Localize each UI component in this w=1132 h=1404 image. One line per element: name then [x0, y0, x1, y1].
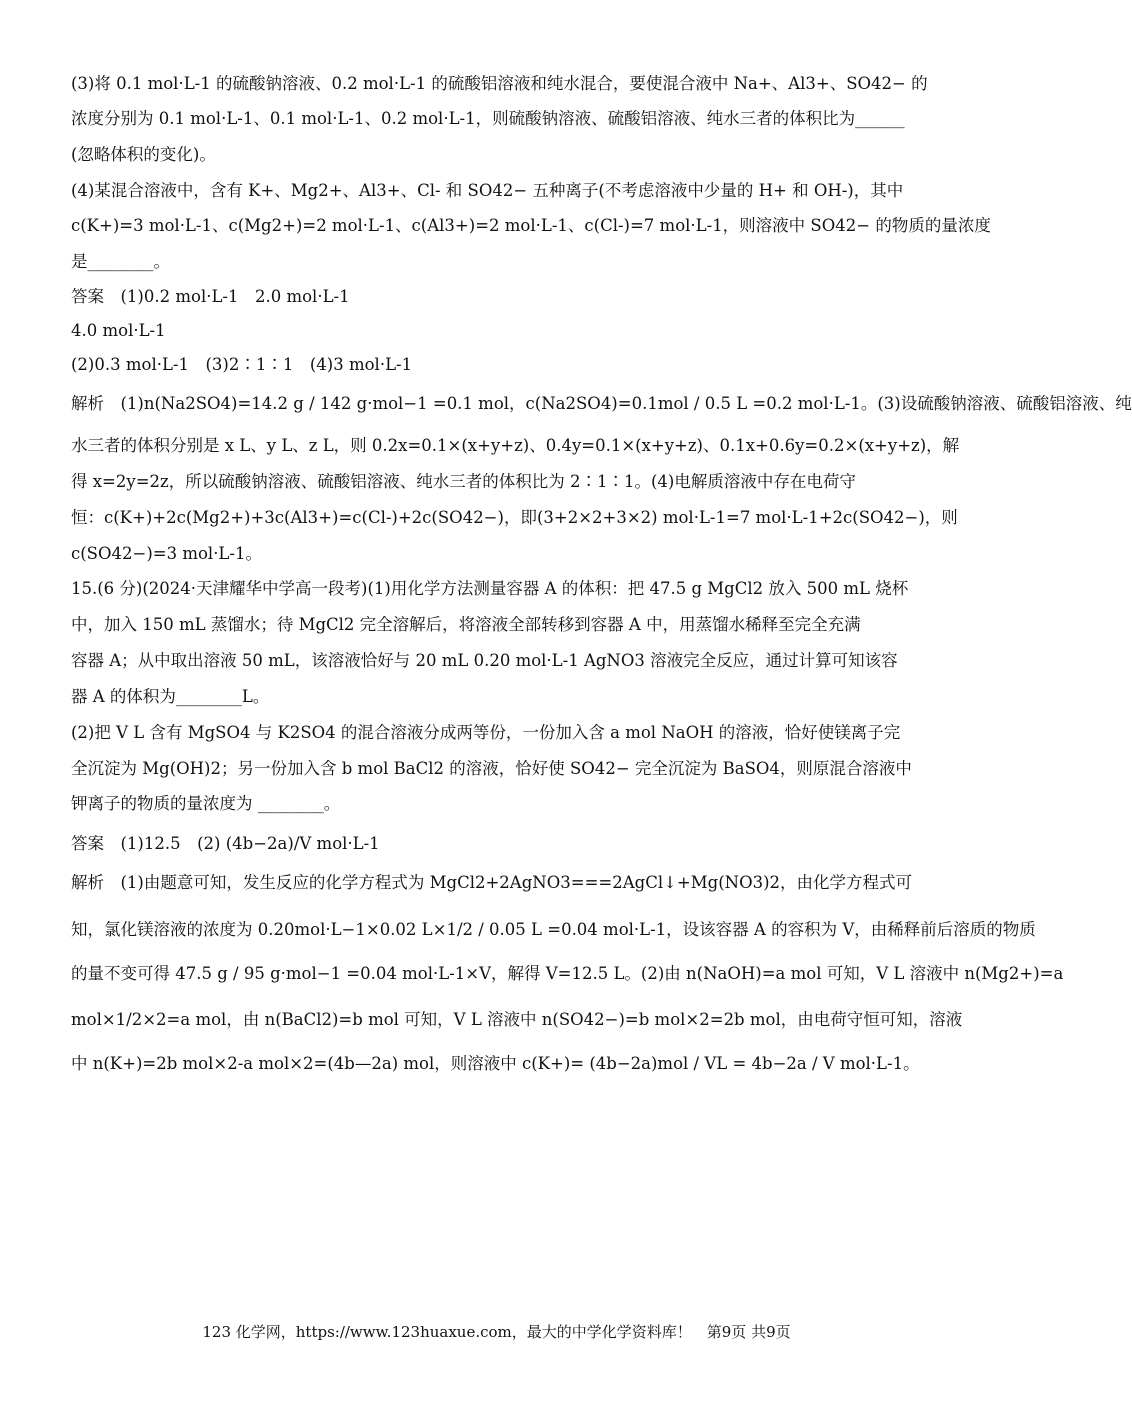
analysis-line: c(SO42−)=3 mol·L-1。: [71, 544, 262, 563]
answer-line: 答案 (1)0.2 mol·L-1 2.0 mol·L-1: [71, 287, 350, 306]
question-15-line: 容器 A；从中取出溶液 50 mL，该溶液恰好与 20 mL 0.20 mol·L-1 AgNO3 溶液完全反应，通过计算可知该容: [71, 651, 898, 670]
analysis-line: 水三者的体积分别是 x L、y L、z L，则 0.2x=0.1×(x+y+z)、0.4y=0.1×(x+y+z)、0.1x+0.6y=0.2×(x+y+z)，解: [71, 436, 960, 455]
analysis-line: 中 n(K+)=2b mol×2-a mol×2=(4b—2a) mol，则溶液中 c(K+)= (4b−2a)mol / VL = 4b−2a / V mol·L-1。: [71, 1054, 920, 1073]
analysis-line: 知，氯化镁溶液的浓度为 0.20mol·L−1×0.02 L×1/2 / 0.05 L =0.04 mol·L-1，设该容器 A 的容积为 V，由稀释前后溶质的物质: [71, 920, 1036, 939]
analysis-line: 解析 (1)n(Na2SO4)=14.2 g / 142 g·mol−1 =0.1 mol，c(Na2SO4)=0.1mol / 0.5 L =0.2 mol·L-1。(3)设硫酸钠溶液、硫酸铝溶液、纯: [71, 394, 1132, 413]
question-15-line: 钾离子的物质的量浓度为 ________。: [71, 794, 341, 813]
question-15-line: (2)把 V L 含有 MgSO4 与 K2SO4 的混合溶液分成两等份，一份加入含 a mol NaOH 的溶液，恰好使镁离子完: [71, 723, 901, 742]
answer-line: 4.0 mol·L-1: [71, 321, 166, 340]
analysis-line: mol×1/2×2=a mol，由 n(BaCl2)=b mol 可知，V L 溶液中 n(SO42−)=b mol×2=2b mol，由电荷守恒可知，溶液: [71, 1010, 963, 1029]
text-line: 浓度分别为 0.1 mol·L-1、0.1 mol·L-1、0.2 mol·L-1，则硫酸钠溶液、硫酸铝溶液、纯水三者的体积比为______: [71, 109, 905, 128]
analysis-line: 解析 (1)由题意可知，发生反应的化学方程式为 MgCl2+2AgNO3===2AgCl↓+Mg(NO3)2，由化学方程式可: [71, 873, 913, 892]
analysis-line: 得 x=2y=2z，所以硫酸钠溶液、硫酸铝溶液、纯水三者的体积比为 2∶1∶1。(4)电解质溶液中存在电荷守: [71, 472, 856, 491]
question-15-line: 中，加入 150 mL 蒸馏水；待 MgCl2 完全溶解后，将溶液全部转移到容器 A 中，用蒸馏水稀释至完全充满: [71, 615, 861, 634]
text-line: (忽略体积的变化)。: [71, 145, 216, 164]
answer-line: 答案 (1)12.5 (2) (4b−2a)/V mol·L-1: [71, 834, 380, 853]
analysis-line: 的量不变可得 47.5 g / 95 g·mol−1 =0.04 mol·L-1×V，解得 V=12.5 L。(2)由 n(NaOH)=a mol 可知，V L 溶液中 n(Mg2+)=a: [71, 964, 1064, 983]
question-15-line: 器 A 的体积为________L。: [71, 687, 270, 706]
text-line: 是________。: [71, 252, 170, 271]
question-15-line: 15.(6 分)(2024·天津耀华中学高一段考)(1)用化学方法测量容器 A 的体积：把 47.5 g MgCl2 放入 500 mL 烧杯: [71, 579, 909, 598]
text-line: (4)某混合溶液中，含有 K+、Mg2+、Al3+、Cl- 和 SO42− 五种离子(不考虑溶液中少量的 H+ 和 OH-)，其中: [71, 181, 904, 200]
text-line: c(K+)=3 mol·L-1、c(Mg2+)=2 mol·L-1、c(Al3+)=2 mol·L-1、c(Cl-)=7 mol·L-1，则溶液中 SO42− 的物质的量浓度: [71, 216, 991, 235]
analysis-line: 恒：c(K+)+2c(Mg2+)+3c(Al3+)=c(Cl-)+2c(SO42−)，即(3+2×2+3×2) mol·L-1=7 mol·L-1+2c(SO42−)，则: [71, 508, 958, 527]
text-line: (3)将 0.1 mol·L-1 的硫酸钠溶液、0.2 mol·L-1 的硫酸铝溶液和纯水混合，要使混合液中 Na+、Al3+、SO42− 的: [71, 74, 928, 93]
answer-line: (2)0.3 mol·L-1 (3)2∶1∶1 (4)3 mol·L-1: [71, 355, 413, 374]
question-15-line: 全沉淀为 Mg(OH)2；另一份加入含 b mol BaCl2 的溶液，恰好使 SO42− 完全沉淀为 BaSO4，则原混合溶液中: [71, 759, 912, 778]
page-footer: 123 化学网，https://www.123huaxue.com，最大的中学化学资料库！ 第9页 共9页: [202, 1323, 791, 1341]
